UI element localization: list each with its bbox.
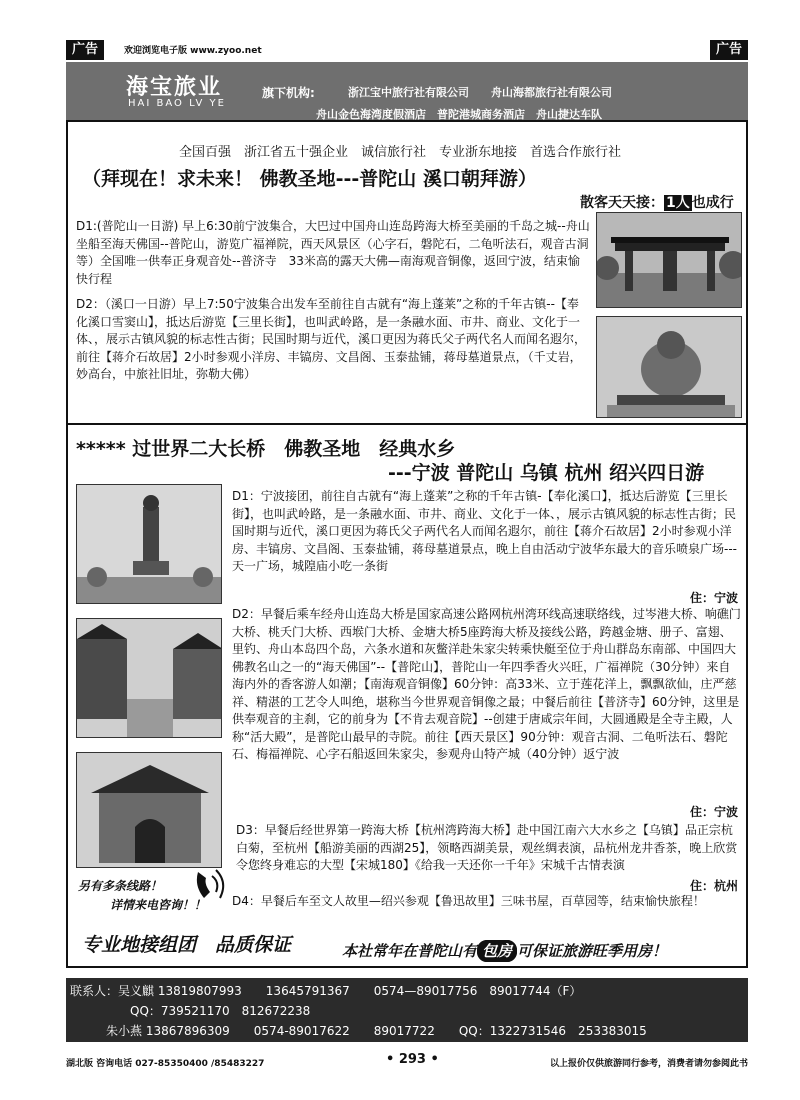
tour1-title: （拜现在！求未来！ 佛教圣地---普陀山 溪口朝拜游） — [82, 168, 537, 190]
maitreya-statue-photo — [596, 316, 742, 418]
phone-icon — [190, 866, 230, 906]
tour2-title-a: ***** 过世界二大长桥 佛教圣地 经典水乡 — [76, 438, 456, 460]
contact-row-2: QQ：739521170 812672238 — [70, 1004, 311, 1018]
subsidiary-line-1: 浙江宝中旅行社有限公司 舟山海都旅行社有限公司 — [348, 86, 612, 99]
tour2-day2: D2：早餐后乘车经舟山连岛大桥是国家高速公路网杭州湾环线高速联络线，过岑港大桥、响礁门大桥、桃夭门大桥、西堠门大桥、金塘大桥5座跨海大桥及接线公路，跨越金塘、册子、富翅、里钓、舟山本岛四个岛，六条水道和灰鳖洋赴朱家尖转乘快艇至位于舟山群岛东南部、中国四大佛教名山之一的“海天佛国”--【普陀山】，普陀山一年四季香火兴旺，广福禅院（30分钟）来自海内外的香客游人如潮；【南海观音铜像】60分钟：高33米、立于莲花洋上，飘飘欲仙，庄严慈祥、精湛的工艺令人叫绝，堪称当今世界观音铜像之最；中餐后前往【普济寺】60分钟，这里是供奉观音的主刹，它的前身为【不肯去观音院】--创建于唐咸宗年间，大圆通殿是全寺主殿，人称“活大殿”，是普陀山最早的寺院。前往【西天景区】90分钟：观音古洞、二龟听法石、磐陀石、梅福禅院、心字石船返回朱家尖，参观舟山特产城（40分钟）返宁波 — [232, 607, 741, 761]
page-number: • 293 • — [386, 1052, 439, 1067]
section-divider — [66, 423, 748, 425]
guanyin-statue-photo — [76, 484, 222, 604]
one-person-badge: 1人 — [666, 195, 690, 211]
top-bar — [66, 40, 748, 60]
tour2-title-b: ---宁波 普陀山 乌镇 杭州 绍兴四日游 — [388, 462, 705, 484]
contact-row-3: 朱小燕 13867896309 0574-89017622 89017722 QQ：1322731546 253383015 — [70, 1024, 647, 1038]
brand-name-cn: 海宝旅业 — [126, 74, 223, 100]
bottom-slogan-a: 专业地接组团 品质保证 — [82, 934, 292, 956]
footer-disclaimer: 以上报价仅供旅游同行参考，消费者请勿参阅此书 — [549, 1059, 748, 1069]
tour1-day2: D2：（溪口一日游）早上7:50宁波集合出发车至前往自古就有“海上蓬莱”之称的千年古镇--【奉化溪口雪窦山】，抵达后游览【三里长街】，也叫武岭路，是一条融水面、市井、商业、文化于一体、，展示古镇风貌的标志性古街；民国时期与近代，溪口更因为蒋氏父子两代名人而闻名遐尔，前往【蒋介石故居】2小时参观小洋房、丰镐房、文昌阁、玉泰盐铺，蒋母墓道景点，（千丈岩，妙高台，中旅社旧址，弥勒大佛） — [76, 297, 587, 381]
tour2-day1: D1：宁波接团，前往自古就有“海上蓬莱”之称的千年古镇-【奉化溪口】，抵达后游览【三里长街】，也叫武岭路，是一条融水面、市井、商业、文化于一体、，展示古镇风貌的标志性古街；民国时期与近代，溪口更因为蒋氏父子两代名人而闻名遐尔，前往【蒋介石故居】2小时参观小洋房、丰镐房、文昌阁、玉泰盐铺，蒋母墓道景点，晚上自由活动宁波华东最大的音乐喷泉广场---天一广场，城隍庙小吃一条街 — [232, 489, 737, 573]
bottom-slogan-b: 本社常年在普陀山有 包房 可保证旅游旺季用房！ — [342, 942, 668, 960]
more-routes-text: 另有多条线路！ — [78, 879, 163, 893]
subsidiary-label: 旗下机构: — [262, 86, 315, 100]
archway-photo — [596, 212, 742, 308]
ad-tag-left: 广告 — [66, 40, 104, 60]
page-footer — [66, 1052, 748, 1072]
tour1-day1: D1:(普陀山一日游) 早上6:30前宁波集合，大巴过中国舟山连岛跨海大桥至美丽的千岛之城--舟山坐船至海天佛国--普陀山，游览广福禅院，西天风景区（心字石，磐陀石，二龟听法石，观音古洞等）全国唯一供奉正身观音处--普济寺 33米高的露天大佛—南海观音铜像，返回宁波，结束愉快行程 — [76, 219, 590, 286]
footer-hotline: 湖北版 咨询电话 027-85350400 /85483227 — [66, 1059, 265, 1069]
contact-panel — [66, 978, 748, 1042]
tour2-day1-stay: 住：宁波 — [690, 591, 739, 605]
tour2-day4: D4：早餐后车至文人故里—绍兴参观【鲁迅故里】三味书屋，百草园等，结束愉快旅程！ — [232, 894, 705, 908]
tour2-day2-stay: 住：宁波 — [690, 805, 739, 819]
credentials-line: 全国百强 浙江省五十强企业 诚信旅行社 专业浙东地接 首选合作旅行社 — [178, 145, 621, 160]
brand-name-en: HAI BAO LV YE — [128, 98, 226, 109]
room-badge: 包房 — [477, 940, 517, 962]
call-consult-text: 详情来电咨询！！ — [110, 898, 207, 912]
ad-tag-right: 广告 — [710, 40, 748, 60]
water-town-photo — [76, 618, 222, 738]
subsidiary-line-2: 舟山金色海湾度假酒店 普陀港城商务酒店 舟山捷达车队 — [316, 108, 602, 121]
company-banner — [66, 62, 748, 120]
tour2-day3: D3：早餐后经世界第一跨海大桥【杭州湾跨海大桥】赴中国江南六大水乡之【乌镇】品正宗杭白菊，至杭州【船游美丽的西湖25】，领略西湖美景，观丝绸表演，品杭州龙井香茶，晚上欣赏令您终身难忘的大型【宋城180】《给我一天还你一千年》宋城千古情表演 — [236, 823, 738, 872]
tour2-day3-stay: 住：杭州 — [690, 879, 739, 893]
temple-gate-photo — [76, 752, 222, 868]
welcome-text: 欢迎浏览电子版 www.zyoo.net — [124, 46, 262, 56]
walkin-tag: 散客天天接： 1人 也成行 — [580, 195, 734, 211]
contact-row-1: 联系人：吴义麒 13819807993 13645791367 0574—89017756 89017744（F） — [70, 984, 582, 998]
